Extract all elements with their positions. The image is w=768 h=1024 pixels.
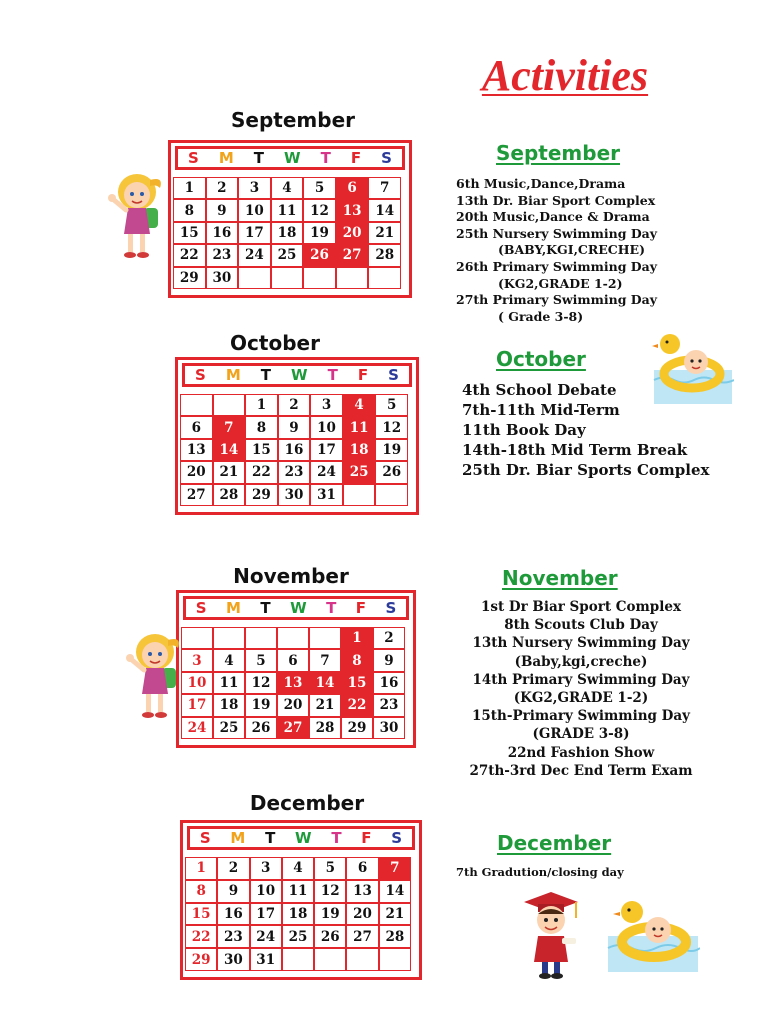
date-cell: 12	[314, 880, 346, 903]
date-cell: 14	[368, 199, 401, 221]
calendar-october	[175, 357, 419, 515]
date-cell: 29	[185, 948, 217, 971]
date-cell: 28	[213, 484, 246, 506]
activity-item: (Baby,kgi,creche)	[514, 653, 648, 670]
date-cell: 22	[173, 244, 206, 266]
date-cell: 1	[173, 177, 206, 199]
date-cell: 21	[368, 222, 401, 244]
date-cell: 26	[303, 244, 336, 266]
date-cell: 27	[180, 484, 213, 506]
empty-date-cell	[180, 394, 213, 416]
date-cell: 19	[303, 222, 336, 244]
weekday-label: T	[260, 599, 271, 617]
activity-item: 22nd Fashion Show	[507, 744, 655, 761]
date-cell: 4	[213, 649, 245, 671]
date-cell: 23	[278, 461, 311, 483]
date-cell: 28	[368, 244, 401, 266]
date-cell: 20	[180, 461, 213, 483]
date-cell: 3	[181, 649, 213, 671]
date-cell: 23	[206, 244, 239, 266]
activities-list-november	[450, 598, 712, 780]
date-cell: 8	[185, 880, 217, 903]
date-cell: 31	[310, 484, 343, 506]
weekday-label: S	[188, 149, 199, 167]
date-cell: 24	[250, 925, 282, 948]
activity-item: 13th Nursery Swimming Day	[472, 635, 690, 652]
date-cell: 6	[277, 649, 309, 671]
date-cell: 25	[282, 925, 314, 948]
weekday-label: T	[265, 829, 276, 847]
activity-item: 25th Dr. Biar Sports Complex	[462, 461, 710, 479]
date-cell: 28	[309, 717, 341, 739]
date-cell: 11	[213, 672, 245, 694]
activity-item: ( Grade 3-8)	[498, 308, 584, 324]
weekday-label: T	[253, 149, 265, 167]
weekday-label: F	[350, 149, 362, 167]
weekday-label: M	[230, 829, 246, 847]
empty-date-cell	[282, 948, 314, 971]
empty-date-cell	[213, 394, 246, 416]
date-cell: 12	[375, 416, 408, 438]
date-cell: 24	[181, 717, 213, 739]
date-cell: 1	[245, 394, 278, 416]
weekday-label: S	[199, 829, 211, 847]
empty-date-cell	[213, 627, 245, 649]
empty-date-cell	[303, 267, 336, 289]
weekday-label: T	[260, 366, 272, 384]
date-cell: 29	[341, 717, 373, 739]
date-cell: 15	[185, 903, 217, 926]
activity-item: 27th-3rd Dec End Term Exam	[469, 762, 693, 779]
date-cell: 14	[309, 672, 341, 694]
month-heading-november: November	[233, 564, 349, 588]
weekday-label: F	[361, 829, 372, 847]
month-heading-october: October	[230, 331, 320, 355]
empty-date-cell	[181, 627, 213, 649]
date-cell: 11	[282, 880, 314, 903]
date-cell: 25	[213, 717, 245, 739]
weekday-header	[175, 146, 405, 170]
weekday-label: M	[218, 149, 234, 167]
empty-date-cell	[238, 267, 271, 289]
weekday-label: W	[295, 829, 312, 847]
date-cell: 9	[373, 649, 405, 671]
date-cell: 30	[217, 948, 249, 971]
date-cell: 19	[314, 903, 346, 926]
date-cell: 7	[309, 649, 341, 671]
date-cell: 18	[213, 694, 245, 716]
date-cell: 3	[310, 394, 343, 416]
date-cell: 13	[336, 199, 369, 221]
date-cell: 18	[282, 903, 314, 926]
date-cell: 22	[245, 461, 278, 483]
date-cell: 9	[217, 880, 249, 903]
page-title: Activities	[481, 51, 649, 100]
activity-item: 6th Music,Dance,Drama	[456, 176, 626, 191]
date-cell: 21	[379, 903, 411, 926]
activities-heading-october: October	[496, 347, 586, 371]
date-cell: 13	[346, 880, 378, 903]
date-cell: 26	[375, 461, 408, 483]
date-cell: 29	[245, 484, 278, 506]
calendar-september	[168, 140, 412, 298]
date-cell: 14	[379, 880, 411, 903]
activity-item: 4th School Debate	[462, 381, 617, 399]
empty-date-cell	[277, 627, 309, 649]
date-cell: 30	[278, 484, 311, 506]
empty-date-cell	[343, 484, 376, 506]
date-cell: 5	[303, 177, 336, 199]
activities-heading-september: September	[496, 141, 620, 165]
date-cell: 12	[245, 672, 277, 694]
date-cell: 24	[238, 244, 271, 266]
date-cell: 27	[336, 244, 369, 266]
activity-item: 7th-11th Mid-Term	[462, 401, 620, 419]
date-cell: 1	[341, 627, 373, 649]
date-cell: 6	[180, 416, 213, 438]
date-cell: 22	[341, 694, 373, 716]
date-cell: 10	[250, 880, 282, 903]
weekday-label: M	[225, 366, 241, 384]
date-cell: 25	[343, 461, 376, 483]
date-cell: 14	[213, 439, 246, 461]
weekday-label: F	[357, 366, 369, 384]
date-cell: 29	[173, 267, 206, 289]
activity-item: 20th Music,Dance & Drama	[456, 209, 650, 225]
weekday-label: S	[195, 599, 207, 617]
date-cell: 23	[373, 694, 405, 716]
date-cell: 5	[314, 857, 346, 880]
empty-date-cell	[375, 484, 408, 506]
activities-list-december	[456, 864, 716, 880]
date-cell: 19	[375, 439, 408, 461]
date-cell: 6	[346, 857, 378, 880]
weekday-label: T	[320, 149, 331, 167]
date-cell: 5	[245, 649, 277, 671]
month-heading-december: December	[249, 791, 365, 815]
activity-item: 7th Gradution/closing day	[456, 865, 624, 879]
weekday-label: W	[284, 149, 301, 167]
date-cell: 7	[368, 177, 401, 199]
activity-item: 11th Book Day	[462, 421, 586, 439]
weekday-label: S	[195, 366, 206, 384]
activities-heading-november: November	[502, 566, 618, 590]
date-cell: 18	[343, 439, 376, 461]
weekday-header	[182, 363, 412, 387]
date-grid	[181, 627, 405, 739]
date-cell: 8	[173, 199, 206, 221]
date-cell: 13	[180, 439, 213, 461]
weekday-label: S	[381, 149, 392, 167]
weekday-label: S	[385, 599, 397, 617]
date-cell: 9	[278, 416, 311, 438]
date-cell: 8	[245, 416, 278, 438]
month-heading-september: September	[231, 108, 355, 132]
date-grid	[185, 857, 411, 971]
date-grid	[173, 177, 401, 289]
weekday-header	[187, 826, 415, 850]
date-cell: 31	[250, 948, 282, 971]
date-cell: 15	[173, 222, 206, 244]
date-cell: 19	[245, 694, 277, 716]
activity-item: (BABY,KGI,CRECHE)	[498, 242, 645, 258]
activity-item: 27th Primary Swimming Day	[456, 292, 657, 308]
date-cell: 11	[271, 199, 304, 221]
date-cell: 20	[277, 694, 309, 716]
date-cell: 26	[245, 717, 277, 739]
date-cell: 28	[379, 925, 411, 948]
date-cell: 17	[250, 903, 282, 926]
baby-on-duck-float-illustration-2	[604, 896, 700, 980]
activity-item: 13th Dr. Biar Sport Complex	[456, 192, 656, 208]
date-cell: 2	[373, 627, 405, 649]
weekday-label: S	[388, 366, 399, 384]
activity-item: (KG2,GRADE 1-2)	[513, 690, 649, 707]
date-grid	[180, 394, 408, 506]
activity-item: (KG2,GRADE 1-2)	[498, 275, 623, 291]
date-cell: 4	[343, 394, 376, 416]
date-cell: 16	[217, 903, 249, 926]
date-cell: 23	[217, 925, 249, 948]
date-cell: 10	[310, 416, 343, 438]
date-cell: 7	[379, 857, 411, 880]
activity-item: 14th Primary Swimming Day	[472, 671, 690, 688]
calendar-november	[176, 590, 416, 748]
date-cell: 22	[185, 925, 217, 948]
activity-item: 15th-Primary Swimming Day	[472, 708, 690, 725]
activity-item: 25th Nursery Swimming Day	[456, 225, 658, 241]
empty-date-cell	[271, 267, 304, 289]
empty-date-cell	[309, 627, 341, 649]
date-cell: 10	[181, 672, 213, 694]
girl-with-backpack-illustration	[104, 170, 166, 262]
date-cell: 25	[271, 244, 304, 266]
weekday-label: T	[326, 599, 337, 617]
empty-date-cell	[368, 267, 401, 289]
date-cell: 16	[373, 672, 405, 694]
activity-item: 8th Scouts Club Day	[504, 617, 658, 634]
date-cell: 18	[271, 222, 304, 244]
weekday-label: W	[291, 366, 308, 384]
empty-date-cell	[245, 627, 277, 649]
graduate-boy-illustration	[518, 888, 584, 980]
activities-heading-december: December	[497, 831, 612, 855]
date-cell: 12	[303, 199, 336, 221]
date-cell: 27	[346, 925, 378, 948]
date-cell: 11	[343, 416, 376, 438]
activity-item: 26th Primary Swimming Day	[456, 258, 657, 274]
date-cell: 27	[277, 717, 309, 739]
date-cell: 20	[336, 222, 369, 244]
activity-item: 14th-18th Mid Term Break	[462, 441, 688, 459]
calendar-december	[180, 820, 422, 980]
date-cell: 3	[238, 177, 271, 199]
date-cell: 16	[278, 439, 311, 461]
date-cell: 16	[206, 222, 239, 244]
date-cell: 2	[206, 177, 239, 199]
date-cell: 9	[206, 199, 239, 221]
empty-date-cell	[346, 948, 378, 971]
activity-item: 1st Dr Biar Sport Complex	[480, 599, 682, 615]
date-cell: 2	[278, 394, 311, 416]
weekday-label: S	[391, 829, 403, 847]
date-cell: 4	[271, 177, 304, 199]
date-cell: 8	[341, 649, 373, 671]
date-cell: 20	[346, 903, 378, 926]
date-cell: 1	[185, 857, 217, 880]
weekday-label: W	[290, 599, 307, 617]
date-cell: 7	[213, 416, 246, 438]
baby-on-duck-float-illustration	[650, 330, 734, 410]
weekday-label: T	[327, 366, 338, 384]
weekday-label: T	[331, 829, 342, 847]
date-cell: 17	[310, 439, 343, 461]
empty-date-cell	[379, 948, 411, 971]
date-cell: 15	[245, 439, 278, 461]
date-cell: 5	[375, 394, 408, 416]
date-cell: 30	[373, 717, 405, 739]
date-cell: 30	[206, 267, 239, 289]
date-cell: 15	[341, 672, 373, 694]
empty-date-cell	[314, 948, 346, 971]
date-cell: 6	[336, 177, 369, 199]
weekday-label: F	[355, 599, 366, 617]
weekday-header	[183, 596, 409, 620]
date-cell: 2	[217, 857, 249, 880]
date-cell: 4	[282, 857, 314, 880]
date-cell: 17	[238, 222, 271, 244]
date-cell: 21	[309, 694, 341, 716]
weekday-label: M	[225, 599, 241, 617]
activities-list-september	[456, 176, 746, 325]
date-cell: 26	[314, 925, 346, 948]
date-cell: 10	[238, 199, 271, 221]
girl-with-backpack-illustration-2	[122, 630, 184, 722]
date-cell: 17	[181, 694, 213, 716]
date-cell: 3	[250, 857, 282, 880]
date-cell: 13	[277, 672, 309, 694]
date-cell: 24	[310, 461, 343, 483]
date-cell: 21	[213, 461, 246, 483]
empty-date-cell	[336, 267, 369, 289]
activity-item: (GRADE 3-8)	[532, 726, 630, 743]
